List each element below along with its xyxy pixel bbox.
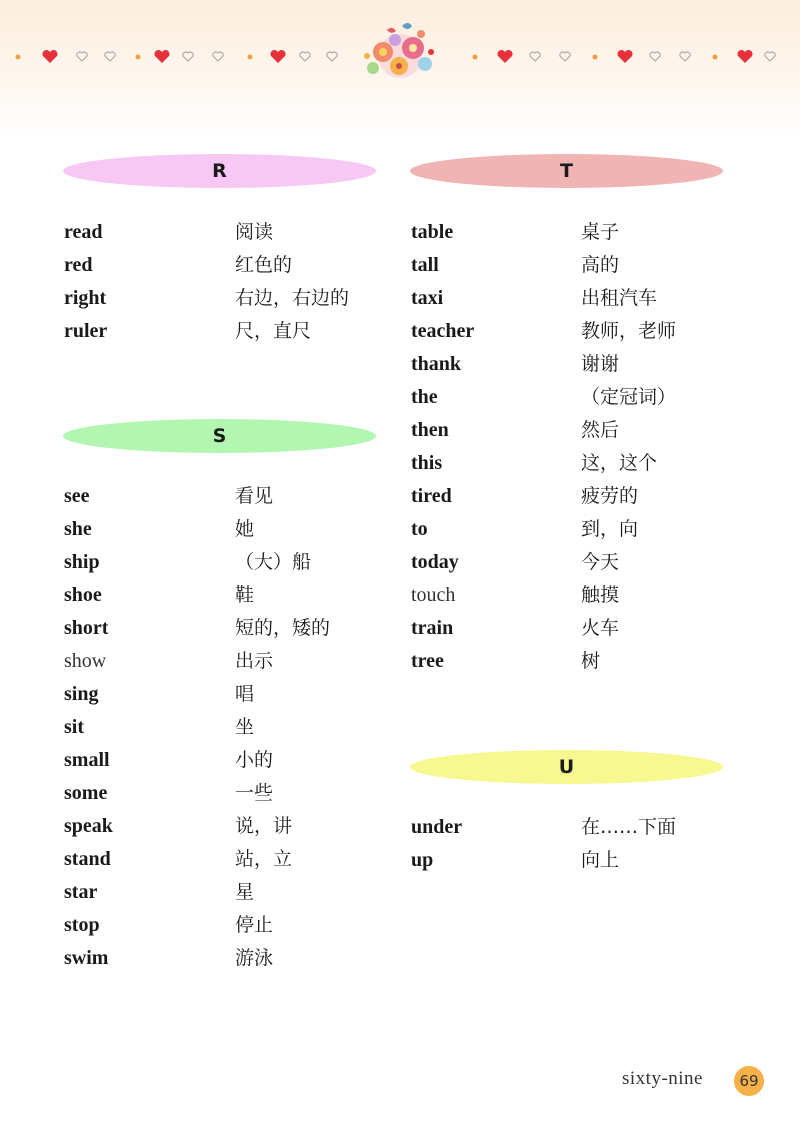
- english-word: touch: [411, 584, 456, 606]
- chinese-meaning: 出示: [235, 650, 274, 672]
- chinese-meaning: 星: [235, 881, 255, 903]
- chinese-meaning: 触摸: [581, 584, 620, 606]
- section-header-r: [63, 154, 376, 188]
- english-word: today: [411, 551, 459, 573]
- dot-icon: [713, 55, 718, 60]
- outline-heart-icon: [650, 52, 660, 61]
- chinese-meaning: 说，讲: [235, 815, 293, 837]
- outline-heart-icon: [183, 52, 193, 61]
- chinese-meaning: 到，向: [581, 518, 639, 540]
- chinese-meaning: 树: [581, 650, 601, 672]
- page-number-badge: 69: [734, 1066, 764, 1096]
- section-letter-u: U: [558, 756, 575, 778]
- english-word: up: [411, 849, 434, 871]
- chinese-meaning: 教师，老师: [581, 320, 677, 342]
- english-word: red: [64, 254, 93, 276]
- chinese-meaning: 高的: [581, 254, 620, 276]
- chinese-meaning: 今天: [581, 551, 620, 573]
- english-word: tired: [411, 485, 452, 507]
- chinese-meaning: （定冠词）: [581, 386, 677, 408]
- outline-heart-icon: [327, 52, 337, 61]
- chinese-meaning: 火车: [581, 617, 620, 639]
- english-word: ship: [64, 551, 100, 573]
- chinese-meaning: 站，立: [235, 848, 293, 870]
- english-word: train: [411, 617, 454, 639]
- outline-heart-icon: [300, 52, 310, 61]
- english-word: under: [411, 816, 463, 838]
- english-word: small: [64, 749, 110, 771]
- english-word: teacher: [411, 320, 475, 342]
- outline-heart-icon: [680, 52, 690, 61]
- chinese-meaning: 右边，右边的: [235, 287, 350, 309]
- chinese-meaning: 唱: [235, 683, 255, 705]
- english-word: sing: [64, 683, 99, 705]
- page-word: sixty-nine: [622, 1068, 703, 1089]
- chinese-meaning: 鞋: [235, 584, 255, 606]
- english-word: the: [411, 386, 438, 408]
- english-word: this: [411, 452, 443, 474]
- chinese-meaning: 游泳: [235, 947, 274, 969]
- section-letter-t: T: [560, 160, 573, 182]
- english-word: speak: [64, 815, 113, 837]
- section-header-s: [63, 419, 376, 453]
- chinese-meaning: 一些: [235, 782, 274, 804]
- english-word: sit: [64, 716, 84, 738]
- chinese-meaning: 桌子: [581, 221, 620, 243]
- dot-icon: [136, 55, 141, 60]
- english-word: star: [64, 881, 98, 903]
- chinese-meaning: 小的: [235, 749, 274, 771]
- chinese-meaning: 她: [235, 518, 255, 540]
- english-word: shoe: [64, 584, 102, 606]
- heart-icon: [270, 50, 285, 63]
- english-word: thank: [411, 353, 462, 375]
- dot-icon: [473, 55, 478, 60]
- chinese-meaning: 这，这个: [581, 452, 658, 474]
- dot-icon: [248, 55, 253, 60]
- english-word: table: [411, 221, 454, 243]
- dot-icon: [16, 55, 21, 60]
- heart-icon: [617, 50, 632, 63]
- chinese-meaning: 阅读: [235, 221, 274, 243]
- chinese-meaning: 然后: [581, 419, 620, 441]
- outline-heart-icon: [530, 52, 540, 61]
- english-word: tall: [411, 254, 439, 276]
- chinese-meaning: 出租汽车: [581, 287, 658, 309]
- heart-icon: [737, 50, 752, 63]
- english-word: see: [64, 485, 90, 507]
- chinese-meaning: 在……下面: [581, 816, 677, 838]
- chinese-meaning: 尺，直尺: [235, 320, 312, 342]
- chinese-meaning: （大）船: [235, 551, 312, 573]
- english-word: ruler: [64, 320, 108, 342]
- chinese-meaning: 短的，矮的: [235, 617, 331, 639]
- english-word: show: [64, 650, 107, 672]
- section-letter-r: R: [212, 160, 227, 182]
- outline-heart-icon: [213, 52, 223, 61]
- section-header-t: [410, 154, 723, 188]
- dot-icon: [593, 55, 598, 60]
- english-word: stand: [64, 848, 111, 870]
- english-word: short: [64, 617, 109, 639]
- section-letter-s: S: [212, 425, 227, 447]
- heart-icon: [42, 50, 57, 63]
- chinese-meaning: 坐: [235, 716, 255, 738]
- heart-icon: [497, 50, 512, 63]
- chinese-meaning: 谢谢: [581, 353, 620, 375]
- heart-icon: [154, 50, 169, 63]
- outline-heart-icon: [105, 52, 115, 61]
- english-word: stop: [64, 914, 100, 936]
- outline-heart-icon: [765, 52, 775, 61]
- outline-heart-icon: [77, 52, 87, 61]
- english-word: right: [64, 287, 107, 309]
- english-word: to: [411, 518, 428, 540]
- flower-bouquet-icon: [355, 18, 445, 88]
- chinese-meaning: 看见: [235, 485, 274, 507]
- outline-heart-icon: [560, 52, 570, 61]
- section-header-u: [410, 750, 723, 784]
- english-word: then: [411, 419, 449, 441]
- english-word: taxi: [411, 287, 444, 309]
- english-word: tree: [411, 650, 444, 672]
- chinese-meaning: 疲劳的: [581, 485, 639, 507]
- english-word: some: [64, 782, 108, 804]
- english-word: read: [64, 221, 103, 243]
- english-word: swim: [64, 947, 109, 969]
- english-word: she: [64, 518, 92, 540]
- chinese-meaning: 向上: [581, 849, 620, 871]
- chinese-meaning: 停止: [235, 914, 274, 936]
- chinese-meaning: 红色的: [235, 254, 293, 276]
